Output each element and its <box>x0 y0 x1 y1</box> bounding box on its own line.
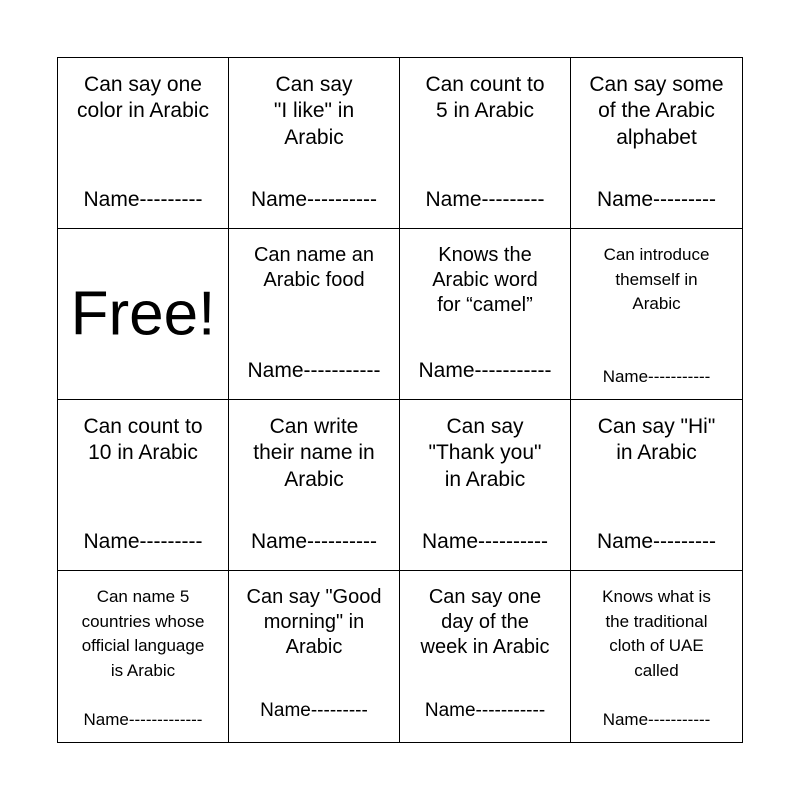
cell-prompt: Can write their name in Arabic <box>253 415 375 491</box>
cell-name-line: Name------------- <box>83 710 203 729</box>
bingo-cell-r1-c3[interactable] <box>571 229 742 400</box>
bingo-cell-r0-c3[interactable] <box>571 58 742 229</box>
bingo-cell-r0-c0[interactable] <box>58 58 229 229</box>
bingo-cell-r3-c3[interactable] <box>571 571 742 742</box>
cell-name-line: Name--------- <box>83 530 203 553</box>
bingo-cell-r3-c2[interactable] <box>400 571 571 742</box>
cell-name-line: Name--------- <box>597 530 716 553</box>
bingo-cell-r0-c1[interactable] <box>229 58 400 229</box>
cell-prompt: Can say some of the Arabic alphabet <box>589 73 724 149</box>
bingo-cell-r1-c2[interactable] <box>400 229 571 400</box>
bingo-cell-r3-c0[interactable] <box>58 571 229 742</box>
cell-name-line: Name----------- <box>602 710 711 729</box>
bingo-cell-r2-c2[interactable] <box>400 400 571 571</box>
cell-prompt: Can say one day of the week in Arabic <box>420 586 550 658</box>
cell-name-line: Name---------- <box>251 188 377 211</box>
cell-name-line: Name----------- <box>418 359 552 382</box>
bingo-cell-r2-c0[interactable] <box>58 400 229 571</box>
cell-prompt: Can name an Arabic food <box>253 244 375 291</box>
cell-name-line: Name----------- <box>602 367 711 386</box>
cell-prompt: Can say "Thank you" in Arabic <box>428 415 542 491</box>
cell-name-line: Name--------- <box>260 700 368 721</box>
cell-name-line: Name---------- <box>251 530 377 553</box>
bingo-cell-r1-c1[interactable] <box>229 229 400 400</box>
cell-prompt: Knows the Arabic word for “camel” <box>432 244 538 316</box>
cell-name-line: Name----------- <box>247 359 381 382</box>
bingo-cell-r0-c2[interactable] <box>400 58 571 229</box>
cell-name-line: Name----------- <box>424 700 546 721</box>
cell-prompt: Can introduce themself in Arabic <box>603 245 710 314</box>
cell-prompt: Can say one color in Arabic <box>77 73 209 123</box>
cell-prompt: Can count to 10 in Arabic <box>83 415 203 465</box>
cell-prompt: Can say "I like" in Arabic <box>273 73 355 149</box>
cell-name-line: Name--------- <box>83 188 203 211</box>
bingo-cell-r2-c1[interactable] <box>229 400 400 571</box>
cell-prompt: Can name 5 countries whose official language is Arabic <box>81 587 205 680</box>
cell-name-line: Name--------- <box>425 188 545 211</box>
bingo-card <box>57 57 743 743</box>
bingo-cell-free <box>58 229 229 400</box>
cell-prompt: Can count to 5 in Arabic <box>425 73 545 123</box>
bingo-cell-r2-c3[interactable] <box>571 400 742 571</box>
cell-prompt: Can say "Good morning" in Arabic <box>246 586 382 658</box>
cell-name-line: Name--------- <box>597 188 716 211</box>
cell-prompt: Knows what is the traditional cloth of UAE called <box>602 587 711 680</box>
free-space-label: Free! <box>70 279 216 349</box>
bingo-cell-r3-c1[interactable] <box>229 571 400 742</box>
cell-prompt: Can say "Hi" in Arabic <box>597 415 716 465</box>
cell-name-line: Name---------- <box>422 530 548 553</box>
